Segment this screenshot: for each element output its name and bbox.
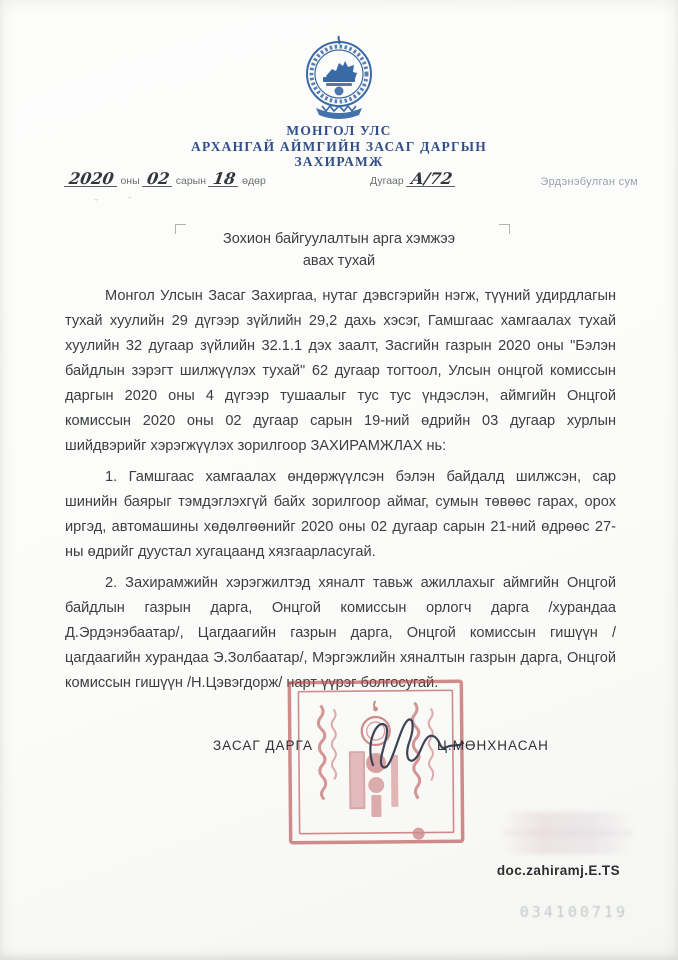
handwritten-number: А/72 bbox=[406, 172, 457, 187]
document-type: ЗАХИРАМЖ bbox=[294, 154, 384, 169]
title-line-2: авах тухай bbox=[302, 253, 376, 269]
country-name: МОНГОЛ УЛС bbox=[286, 123, 392, 138]
document-number bbox=[370, 169, 456, 188]
month-label: сарын bbox=[175, 175, 207, 187]
pencil-check-marks: ˇ ˇ bbox=[94, 194, 146, 208]
paragraph-clause-1: 1. Гамшгаас хамгаалах өндөржүүлсэн бэлэн байдалд шилжсэн, сар шинийн баярыг тэмдэглэхгүй байх зорилгоор аймаг, сумын төвөөс гарах, орох иргэд, автомашины хөдөлгөөнийг 2020 оны 02 дугаар сарын 21-ний өдрөөс 27-ны өдрийг дуустал хугацаанд хязгаарласугай. bbox=[65, 469, 616, 560]
authority-name: АРХАНГАЙ АЙМГИЙН ЗАСАГ ДАРГЫН bbox=[191, 138, 487, 154]
title-line-1: Зохион байгуулалтын арга хэмжээ bbox=[222, 231, 456, 247]
corner-mark-left bbox=[175, 224, 186, 234]
faint-stamp-number: 034100719 bbox=[519, 903, 628, 921]
day-label: өдөр bbox=[242, 175, 266, 187]
document-body bbox=[65, 284, 616, 702]
handwritten-year: 2020 bbox=[64, 172, 119, 187]
number-label: Дугаар bbox=[370, 175, 404, 187]
document-title bbox=[0, 228, 678, 272]
date-number-row bbox=[65, 166, 638, 196]
corner-mark-right bbox=[499, 224, 510, 234]
paragraph-preamble: Монгол Улсын Засаг Захиргаа, нутаг дэвсгэрийн нэгж, түүний удирдлагын тухай хуулийн 29 дүгээр зүйлийн 29,2 дахь хэсэг, Гамшгаас хамгаалах тухай хуулийн 32 дугаар зүйлийн 32.1.1 дэх заалт, Засгийн газрын 2020 оны "Бэлэн байдлын зэрэгт шилжүүлэх тухай" 62 дугаар тогтоол, Улсын онцгой комиссын даргын 2020 оны 4 дүгээр тушаалыг тус тус үндэслэн, аймгийн Онцгой комиссын 2020 оны 02 дугаар сарын 19-ний өдрийн 03 дугаар хурлын шийдвэрийг хэрэгжүүлэх зорилгоор ЗАХИРАМЖЛАХ нь: bbox=[65, 288, 616, 454]
location-text: Эрдэнэбулган сум bbox=[540, 176, 638, 188]
signer-position: ЗАСАГ ДАРГА bbox=[213, 738, 313, 753]
handwritten-day: 18 bbox=[208, 172, 240, 187]
paragraph-clause-2: 2. Захирамжийн хэрэгжилтэд хяналт тавьж ажиллахыг аймгийн Онцгой байдлын газрын дарга, Онцгой комиссын орлогч дарга /хурандаа Д.Эрдэнэбаатар/, Цагдаагийн газрын дарга, Онцгой комиссын гишүүн /цагдаагийн хурандаа Э.Золбаатар/, Мэргэжлийн хяналтын газрын дарга, Онцгой комиссын гишүүн /Н.Цэвэгдорж/ нарт үүрэг болгосугай. bbox=[65, 575, 616, 691]
signature-block bbox=[0, 733, 678, 773]
letterhead bbox=[0, 123, 678, 170]
signer-name: Ц.МӨНХНАСАН bbox=[437, 738, 549, 753]
ghost-bleedthrough bbox=[503, 812, 633, 854]
year-label: оны bbox=[120, 175, 140, 187]
date-line bbox=[65, 169, 266, 188]
handwritten-month: 02 bbox=[142, 172, 174, 187]
mongolia-emblem-icon bbox=[296, 34, 382, 127]
document-code: doc.zahiramj.E.TS bbox=[496, 863, 620, 878]
